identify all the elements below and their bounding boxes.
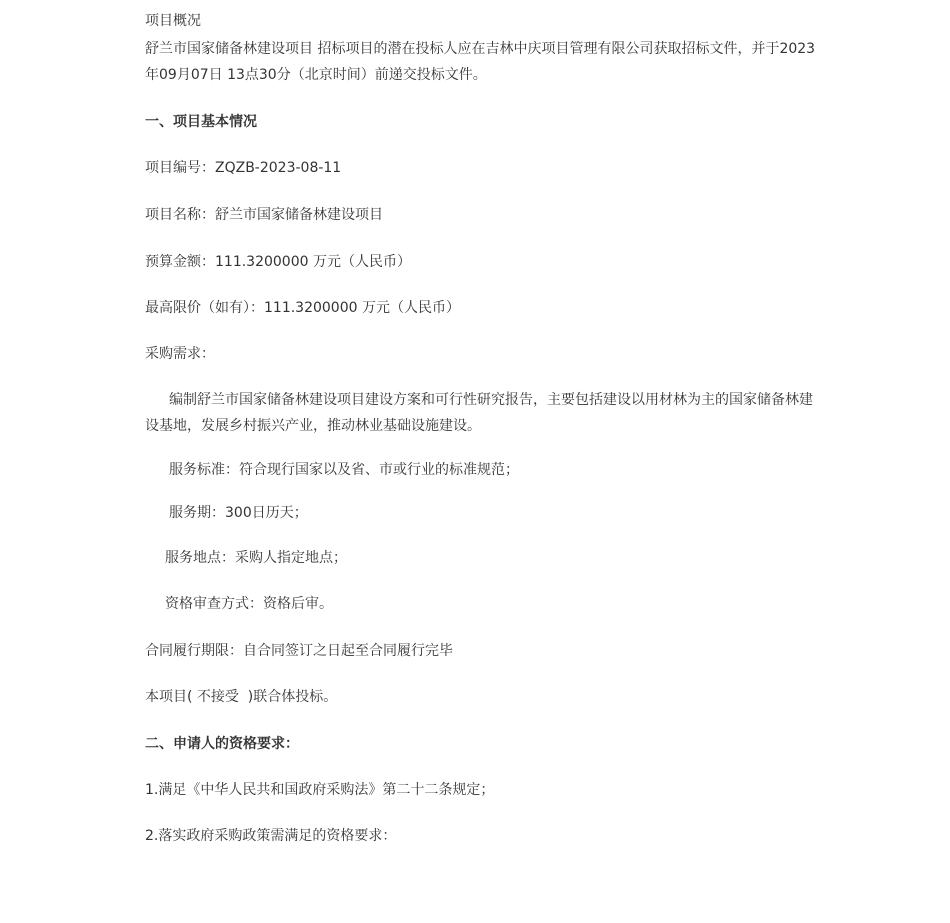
service-standard: 服务标准：符合现行国家以及省、市或行业的标准规范； <box>169 462 519 478</box>
max-price: 最高限价（如有）：111.3200000 万元（人民币） <box>145 300 460 316</box>
budget-amount: 预算金额：111.3200000 万元（人民币） <box>145 254 411 270</box>
service-location: 服务地点：采购人指定地点； <box>165 550 347 566</box>
purchase-requirement-label: 采购需求： <box>145 346 215 362</box>
service-period: 服务期：300日历天； <box>169 505 308 521</box>
project-name: 项目名称：舒兰市国家储备林建设项目 <box>145 207 383 223</box>
qualification-item-1: 1.满足《中华人民共和国政府采购法》第二十二条规定； <box>145 782 495 798</box>
overview-title: 项目概况 <box>145 13 201 29</box>
consortium-note: 本项目( 不接受 )联合体投标。 <box>145 689 338 705</box>
qualification-review: 资格审查方式：资格后审。 <box>165 596 333 612</box>
project-number: 项目编号：ZQZB-2023-08-11 <box>145 160 342 176</box>
overview-intro: 舒兰市国家储备林建设项目 招标项目的潜在投标人应在吉林中庆项目管理有限公司获取招标文件，并于2023年09月07日 13点30分（北京时间）前递交投标文件。 <box>145 41 816 83</box>
qualification-item-2: 2.落实政府采购政策需满足的资格要求： <box>145 828 397 844</box>
section1-heading: 一、项目基本情况 <box>145 114 257 130</box>
purchase-requirement-text: 编制舒兰市国家储备林建设项目建设方案和可行性研究报告，主要包括建设以用材林为主的国家储备林建设基地，发展乡村振兴产业，推动林业基础设施建设。 <box>145 392 813 434</box>
section2-heading: 二、申请人的资格要求： <box>145 736 299 752</box>
contract-period: 合同履行期限：自合同签订之日起至合同履行完毕 <box>145 643 453 659</box>
